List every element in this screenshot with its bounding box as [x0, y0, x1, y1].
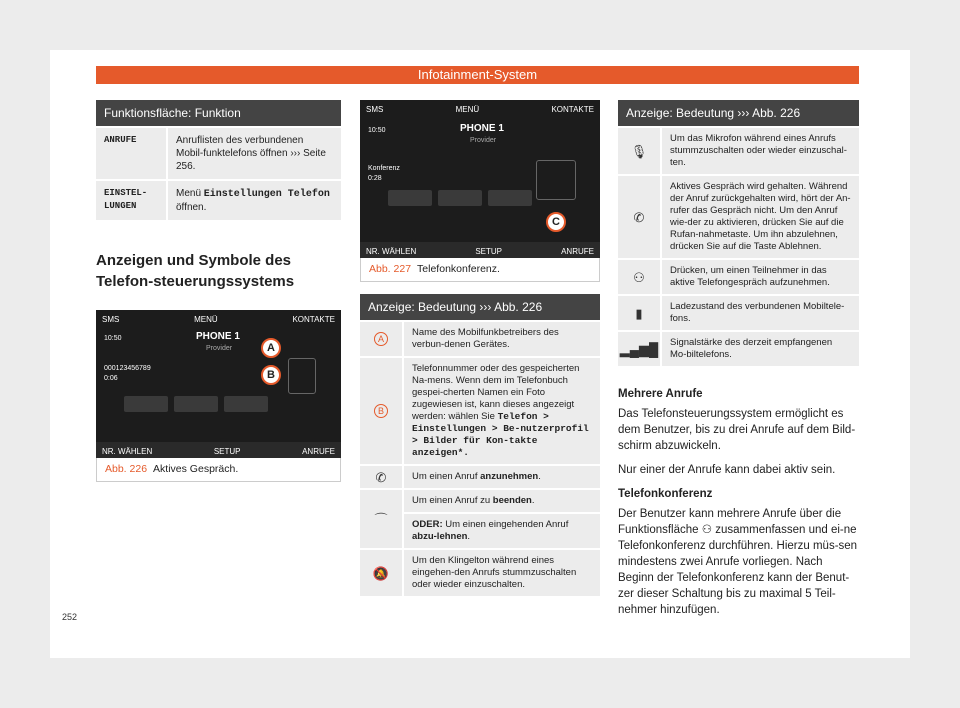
- subheading: Mehrere Anrufe: [618, 388, 703, 400]
- mute-button[interactable]: [224, 396, 268, 412]
- table-row: [360, 358, 600, 466]
- body-text: [618, 386, 859, 618]
- battery-icon: ▮: [618, 296, 662, 330]
- desc-text: öffnen.: [176, 202, 207, 213]
- end-icon: ⌒: [360, 490, 404, 548]
- caption-text: Telefonkonferenz.: [417, 263, 500, 275]
- figure-caption: [360, 258, 600, 282]
- function-key: EINSTEL-LUNGEN: [104, 188, 148, 211]
- screen-active-call: [96, 310, 341, 458]
- marker-b-icon: [360, 358, 404, 464]
- table-row: [618, 260, 859, 296]
- function-desc: Anruflisten des verbundenen Mobil-funktelefons öffnen ››› Seite 256.: [166, 128, 341, 179]
- end-call-button[interactable]: [438, 190, 482, 206]
- row-text-part: .: [531, 495, 535, 506]
- row-text: Signalstärke des derzeit empfangenen Mo-biltelefons.: [670, 337, 833, 360]
- menu-label: MENÜ: [194, 315, 218, 324]
- figure-number: Abb. 227: [369, 263, 412, 275]
- phone-name: PHONE 1: [460, 123, 504, 134]
- screen-bottom-bar: [360, 242, 600, 258]
- paragraph: Nur einer der Anrufe kann dabei aktiv sein.: [618, 464, 836, 476]
- row-text-group: [404, 490, 600, 548]
- microphone-mute-icon: 🎙: [618, 128, 662, 174]
- table-row: [360, 466, 600, 490]
- table-row: [360, 550, 600, 598]
- table-row: [618, 296, 859, 332]
- contact-photo: [288, 358, 316, 394]
- column-left: [96, 100, 341, 482]
- row-bold: beenden: [492, 495, 532, 506]
- chapter-header: Infotainment-System: [96, 66, 859, 84]
- table-row: [618, 128, 859, 176]
- clock: 10:50: [368, 127, 386, 134]
- row-text: Drücken, um einen Teilnehmer in das aktive Telefongespräch aufzunehmen.: [670, 265, 830, 288]
- column-right: [618, 100, 859, 626]
- desc-mono: Einstellungen Telefon: [203, 189, 330, 200]
- table-row: [360, 490, 600, 550]
- table-row: [360, 322, 600, 358]
- contacts-label: KONTAKTE: [292, 315, 335, 324]
- marker-c: C: [546, 212, 566, 232]
- hold-icon: ✆: [618, 176, 662, 258]
- row-text: Um das Mikrofon während eines Anrufs stummzuschalten oder wieder einzuschal-ten.: [670, 133, 847, 168]
- screen-conference: [360, 100, 600, 258]
- caller-number: 000123456789: [104, 365, 151, 372]
- screen-top-bar: [360, 100, 600, 116]
- menu-path: Telefon > Einstellungen > Be-nutzerprofil > Bilder für Kon-takte anzeigen*.: [412, 411, 589, 458]
- dial-label: NR. WÄHLEN: [102, 447, 153, 456]
- row-text-part: Um einen eingehenden Anruf: [442, 519, 569, 530]
- display-table: [360, 294, 600, 598]
- mute-icon: 🔕: [360, 550, 404, 596]
- table-row: [96, 128, 341, 181]
- function-key: ANRUFE: [104, 135, 137, 145]
- row-text-part: Um einen Anruf zu: [412, 495, 493, 506]
- accept-icon: ✆: [360, 466, 404, 488]
- screen-bottom-bar: [96, 442, 341, 458]
- row-text: Ladezustand des verbundenen Mobiltele-fons.: [670, 301, 845, 324]
- dial-label: NR. WÄHLEN: [366, 247, 417, 256]
- table-row: [96, 181, 341, 222]
- paragraph: Der Benutzer kann mehrere Anrufe über die Funktionsfläche ⚇ zusammenfassen und ei-ne Telefonkonferenz durchführen. Hierzu müs-sen mindestens zwei Anrufe vorliegen. Nach Beginn der Telefonkonferenz kann der Benut-zer dieser Schaltung bis zu maximal 5 Teil-nehmer hinzufügen.: [618, 508, 858, 616]
- subheading: Telefonkonferenz: [618, 488, 713, 500]
- row-text: Aktives Gespräch wird gehalten. Während der Anruf zurückgehalten wird, hört der An-rufer das Gespräch nicht. Um den Anruf wie-der zu aktivieren, drücken Sie auf die Rufan-nahmetaste. Um ihn abzulehnen, drücken Sie auf die Taste Ablehnen.: [670, 181, 851, 252]
- marker-letter: B: [374, 404, 388, 418]
- section-title: Anzeigen und Symbole des Telefon-steuerungssystems: [96, 252, 295, 290]
- sms-label: SMS: [366, 105, 384, 114]
- figure-caption: [96, 458, 341, 482]
- mute-button[interactable]: [488, 190, 532, 206]
- call-duration: 0:06: [104, 375, 118, 382]
- row-text: [404, 466, 600, 488]
- row-text-part: Telefonnummer oder des gespeicherten Na-mens. Wenn dem im Telefonbuch gespei-cherten Namen ein Foto zugewiesen ist, kann dieses angezeigt werden: wählen Sie: [412, 363, 580, 422]
- call-duration: 0:28: [368, 175, 382, 182]
- row-bold: abzu-lehnen: [412, 531, 468, 542]
- row-text: [404, 512, 600, 548]
- row-text: Um den Klingelton während eines eingehen-den Anrufs stummzuschalten oder wieder einzuschalten.: [412, 555, 577, 590]
- row-text: [404, 358, 600, 464]
- paragraph: Das Telefonsteuerungssystem ermöglicht es dem Benutzer, bis zu drei Anrufe auf dem Bild-schirm abzuwickeln.: [618, 408, 856, 452]
- add-participant-icon: ⚇: [618, 260, 662, 294]
- row-text: [404, 490, 600, 512]
- row-bold: ODER:: [412, 519, 443, 530]
- calls-label: ANRUFE: [302, 447, 335, 456]
- page-number: 252: [62, 612, 78, 622]
- desc-text: Menü: [176, 188, 204, 199]
- end-call-button[interactable]: [174, 396, 218, 412]
- row-text-part: Um einen Anruf: [412, 471, 481, 482]
- phone-name: PHONE 1: [196, 331, 240, 342]
- table-title: Anzeige: Bedeutung ››› Abb. 226: [360, 294, 600, 320]
- contacts-label: KONTAKTE: [551, 105, 594, 114]
- caption-text: Aktives Gespräch.: [153, 463, 239, 475]
- marker-a-icon: [360, 322, 404, 356]
- marker-letter: A: [374, 332, 388, 346]
- provider-name: Provider: [206, 345, 233, 352]
- marker-b: B: [261, 365, 281, 385]
- signal-icon: ▂▄▆█: [618, 332, 662, 366]
- row-text-part: .: [467, 531, 471, 542]
- clock: 10:50: [104, 335, 122, 342]
- table-row: [618, 332, 859, 368]
- setup-label: SETUP: [475, 247, 502, 256]
- row-text-part: .: [538, 471, 541, 482]
- figure-number: Abb. 226: [105, 463, 148, 475]
- table-title: Funktionsfläche: Funktion: [96, 100, 341, 126]
- row-text: Name des Mobilfunkbetreibers des verbun-denen Gerätes.: [412, 327, 559, 350]
- conference-photo: [536, 160, 576, 200]
- column-middle: [360, 100, 600, 598]
- setup-label: SETUP: [213, 447, 241, 456]
- sms-label: SMS: [102, 315, 120, 324]
- provider-name: Provider: [470, 137, 497, 144]
- calls-label: ANRUFE: [561, 247, 594, 256]
- marker-a: A: [261, 338, 281, 358]
- table-title: Anzeige: Bedeutung ››› Abb. 226: [618, 100, 859, 126]
- accept-button[interactable]: [124, 396, 168, 412]
- conference-label: Konferenz: [368, 165, 400, 172]
- menu-label: MENÜ: [455, 105, 480, 114]
- screen-top-bar: [96, 310, 341, 326]
- accept-button[interactable]: [388, 190, 432, 206]
- row-bold: anzunehmen: [480, 471, 539, 482]
- function-desc: [166, 181, 341, 220]
- table-row: [618, 176, 859, 260]
